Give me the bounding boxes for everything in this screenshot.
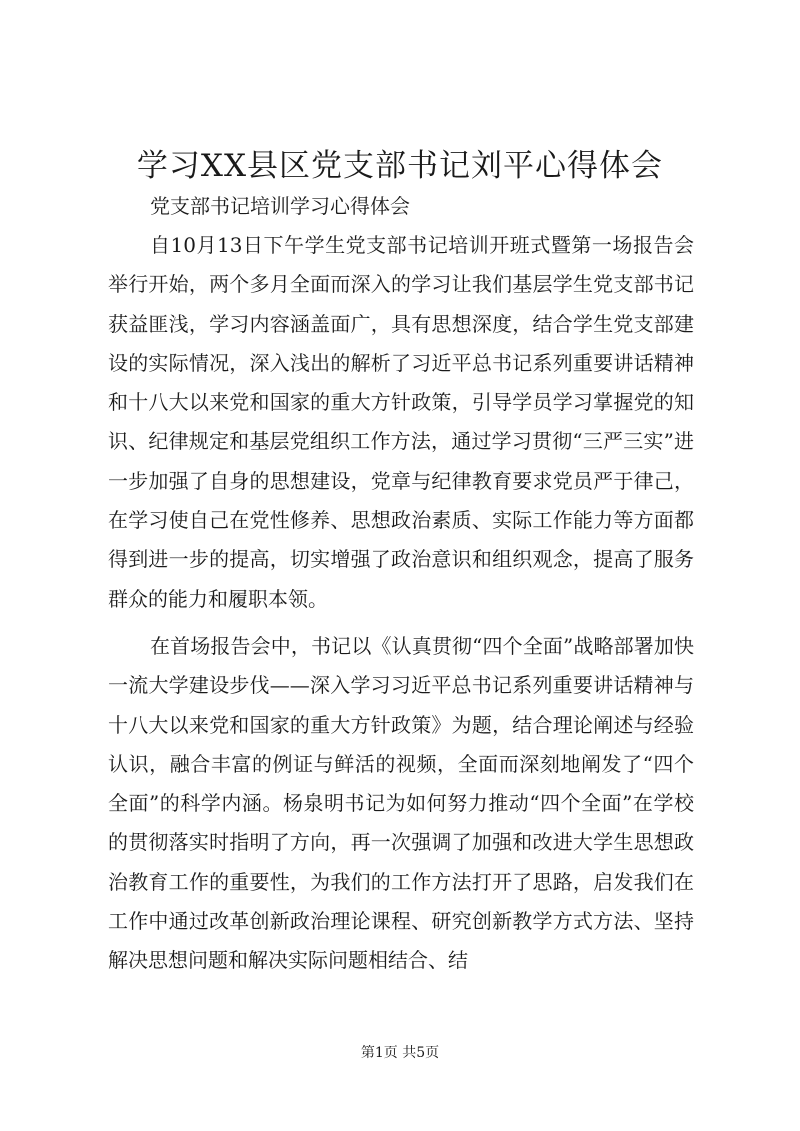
body-paragraph-1: 自10月13日下午学生党支部书记培训开班式暨第一场报告会举行开始，两个多月全面而深入的学习让我们基层学生党支部书记获益匪浅，学习内容涵盖面广，具有思想深度，结合学生党支部建设的实际情况，深入浅出的解析了习近平总书记系列重要讲话精神和十八大以来党和国家的重大方针政策，引导学员学习掌握党的知识、纪律规定和基层党组织工作方法，通过学习贯彻“三严三实”进一步加强了自身的思想建设，党章与纪律教育要求党员严于律己，在学习使自己在党性修养、思想政治素质、实际工作能力等方面都得到进一步的提高，切实增强了政治意识和组织观念，提高了服务群众的能力和履职本领。 (108, 233, 694, 611)
body-paragraph-2: 在首场报告会中，书记以《认真贯彻“四个全面”战略部署加快一流大学建设步伐——深入学习习近平总书记系列重要讲话精神与十八大以来党和国家的重大方针政策》为题，结合理论阐述与经验认识，融合丰富的例证与鲜活的视频，全面而深刻地阐发了“四个全面”的科学内涵。杨泉明书记为如何努力推动“四个全面”在学校的贯彻落实时指明了方向，再一次强调了加强和改进大学生思想政治教育工作的重要性，为我们的工作方法打开了思路，启发我们在工作中通过改革创新政治理论课程、研究创新教学方式方法、坚持解决思想问题和解决实际问题相结合、结 (108, 634, 694, 973)
page-number-footer: 第1页 共5页 (360, 1045, 440, 1061)
document-subtitle: 党支部书记培训学习心得体会 (150, 194, 410, 218)
document-title: 学习XX县区党支部书记刘平心得体会 (136, 148, 664, 184)
